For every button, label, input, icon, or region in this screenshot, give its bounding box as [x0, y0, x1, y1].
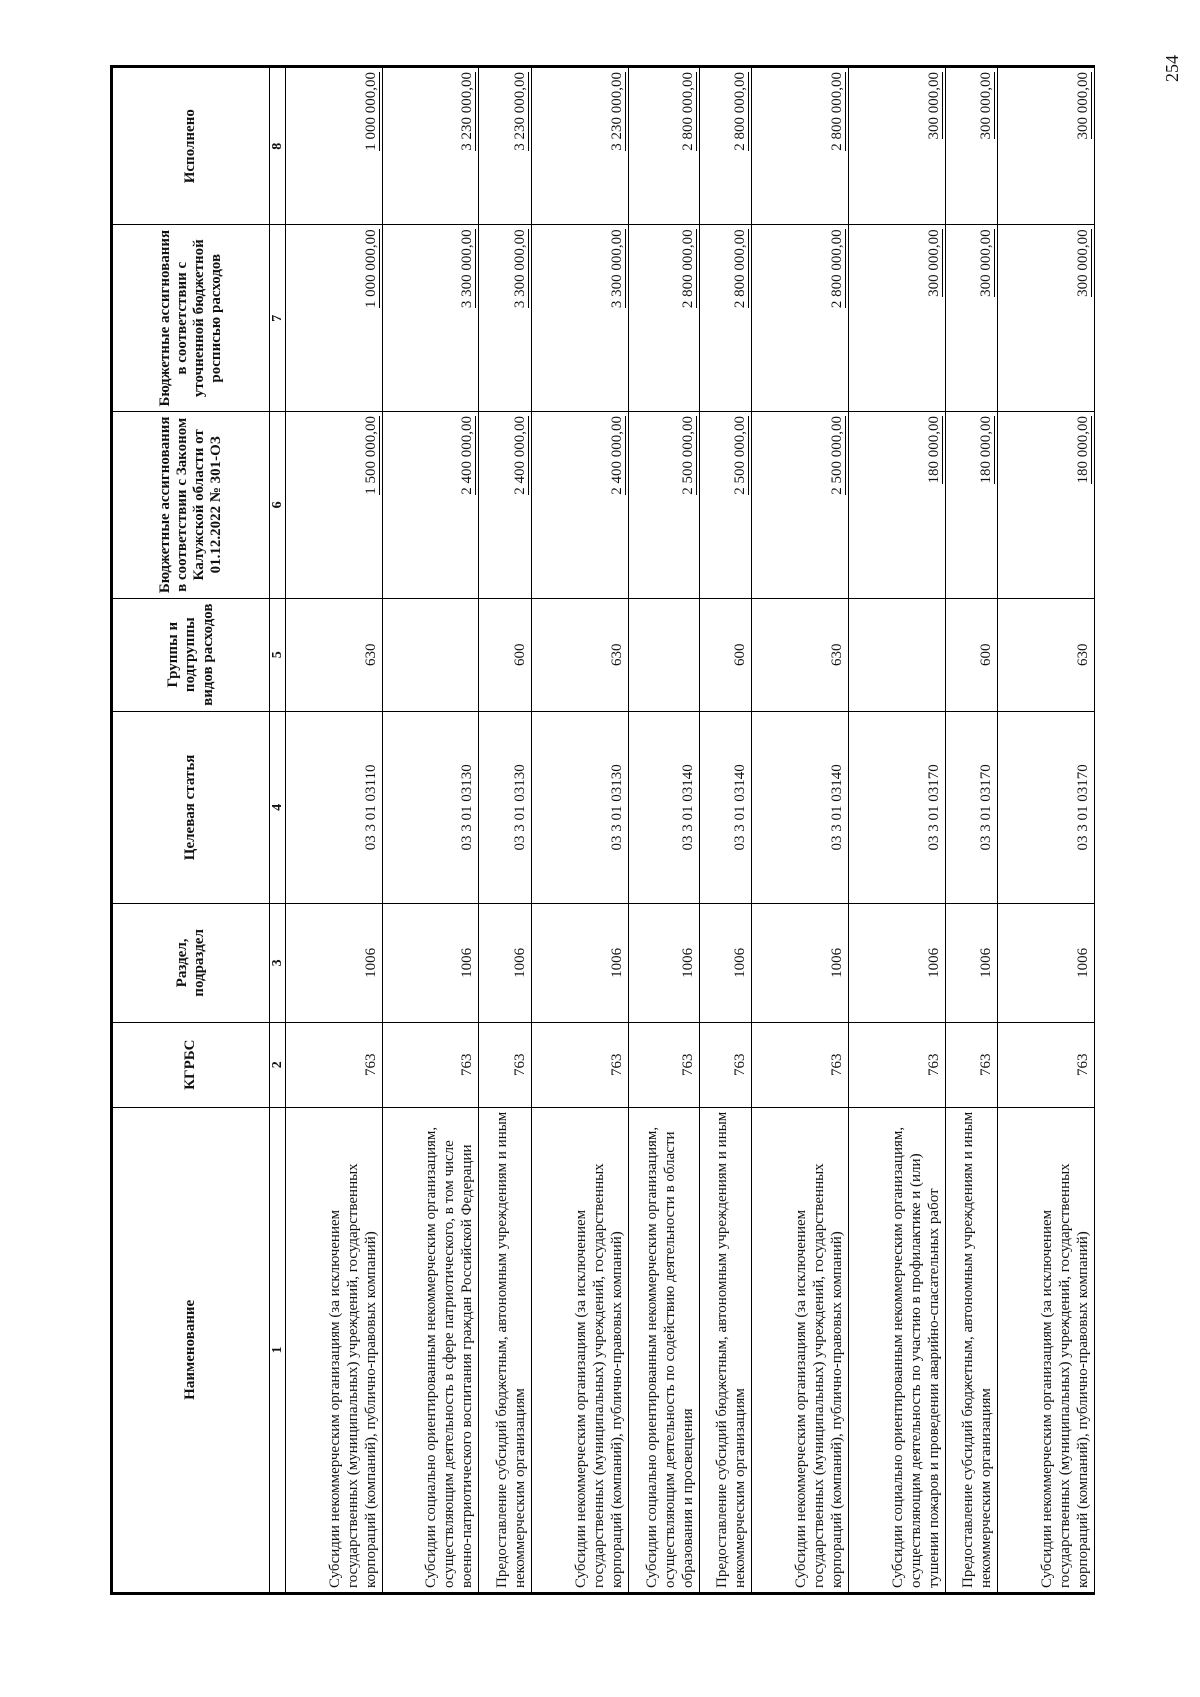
row-name: Предоставление субсидий бюджетным, автономным учреждениям и иным некоммерческим организациям — [479, 1107, 532, 1593]
table-row — [699, 67, 752, 1594]
rotated-page — [110, 65, 1095, 1595]
row-target: 03 3 01 03170 — [849, 711, 946, 903]
row-refined-amount: 2 800 000,00 — [699, 225, 752, 412]
row-name: Субсидии некоммерческим организациям (за исключением государственных (муниципальных) учреждений, государственных корпораций (компаний), публично-правовых компаний) — [286, 1107, 383, 1593]
row-name: Предоставление субсидий бюджетным, автономным учреждениям и иным некоммерческим организациям — [699, 1107, 752, 1593]
row-group — [382, 598, 479, 711]
row-target: 03 3 01 03130 — [382, 711, 479, 903]
row-section: 1006 — [382, 904, 479, 1023]
row-group: 630 — [752, 598, 849, 711]
row-name: Субсидии некоммерческим организациям (за исключением государственных (муниципальных) учреждений, государственных корпораций (компаний), публично-правовых компаний) — [998, 1107, 1095, 1593]
row-executed-amount: 3 230 000,00 — [479, 67, 532, 225]
row-kgrbs: 763 — [286, 1022, 383, 1107]
row-refined-amount: 300 000,00 — [849, 225, 946, 412]
row-section: 1006 — [286, 904, 383, 1023]
row-target: 03 3 01 03140 — [628, 711, 699, 903]
column-number-row — [270, 67, 286, 1594]
row-target: 03 3 01 03170 — [945, 711, 998, 903]
table-row — [286, 67, 383, 1594]
row-kgrbs: 763 — [382, 1022, 479, 1107]
table-row — [531, 67, 628, 1594]
row-name: Субсидии социально ориентированным некоммерческим организациям, осуществляющим деятельность по участию в профилактике и (или) тушении пожаров и проведении аварийно-спасательных работ — [849, 1107, 946, 1593]
row-refined-amount: 3 300 000,00 — [479, 225, 532, 412]
row-group: 630 — [531, 598, 628, 711]
row-executed-amount: 1 000 000,00 — [286, 67, 383, 225]
table-row — [849, 67, 946, 1594]
row-section: 1006 — [998, 904, 1095, 1023]
row-executed-amount: 300 000,00 — [849, 67, 946, 225]
row-refined-amount: 3 300 000,00 — [382, 225, 479, 412]
row-law-amount: 180 000,00 — [849, 412, 946, 599]
row-name: Субсидии некоммерческим организациям (за исключением государственных (муниципальных) учреждений, государственных корпораций (компаний), публично-правовых компаний) — [531, 1107, 628, 1593]
row-refined-amount: 2 800 000,00 — [628, 225, 699, 412]
row-executed-amount: 3 230 000,00 — [382, 67, 479, 225]
header-law: Бюджетные ассигнования в соответствии с Законом Калужской области от 01.12.2022 № 301-ОЗ — [112, 412, 270, 599]
row-name: Предоставление субсидий бюджетным, автономным учреждениям и иным некоммерческим организациям — [945, 1107, 998, 1593]
row-executed-amount: 3 230 000,00 — [531, 67, 628, 225]
row-refined-amount: 2 800 000,00 — [752, 225, 849, 412]
row-target: 03 3 01 03140 — [699, 711, 752, 903]
column-number: 7 — [270, 225, 286, 412]
row-executed-amount: 2 800 000,00 — [628, 67, 699, 225]
header-target: Целевая статья — [112, 711, 270, 903]
row-target: 03 3 01 03170 — [998, 711, 1095, 903]
row-kgrbs: 763 — [945, 1022, 998, 1107]
row-kgrbs: 763 — [479, 1022, 532, 1107]
row-section: 1006 — [945, 904, 998, 1023]
header-refined: Бюджетные ассигнования в соответствии с уточненной бюджетной росписью расходов — [112, 225, 270, 412]
row-section: 1006 — [479, 904, 532, 1023]
row-name: Субсидии некоммерческим организациям (за исключением государственных (муниципальных) учреждений, государственных корпораций (компаний), публично-правовых компаний) — [752, 1107, 849, 1593]
table-row — [752, 67, 849, 1594]
row-executed-amount: 300 000,00 — [998, 67, 1095, 225]
row-target: 03 3 01 03130 — [479, 711, 532, 903]
column-number: 8 — [270, 67, 286, 225]
row-target: 03 3 01 03130 — [531, 711, 628, 903]
column-number: 2 — [270, 1022, 286, 1107]
row-section: 1006 — [531, 904, 628, 1023]
column-number: 5 — [270, 598, 286, 711]
row-refined-amount: 300 000,00 — [945, 225, 998, 412]
row-section: 1006 — [849, 904, 946, 1023]
column-number: 4 — [270, 711, 286, 903]
row-law-amount: 2 500 000,00 — [752, 412, 849, 599]
row-group — [849, 598, 946, 711]
row-group: 600 — [699, 598, 752, 711]
column-number: 1 — [270, 1107, 286, 1593]
row-group: 630 — [998, 598, 1095, 711]
row-executed-amount: 300 000,00 — [945, 67, 998, 225]
header-executed: Исполнено — [112, 67, 270, 225]
row-kgrbs: 763 — [752, 1022, 849, 1107]
row-kgrbs: 763 — [628, 1022, 699, 1107]
row-refined-amount: 300 000,00 — [998, 225, 1095, 412]
row-law-amount: 180 000,00 — [998, 412, 1095, 599]
column-number: 3 — [270, 904, 286, 1023]
column-number: 6 — [270, 412, 286, 599]
row-name: Субсидии социально ориентированным некоммерческим организациям, осуществляющим деятельность в сфере патриотического, в том числе военно-патриотического воспитания граждан Российской Федерации — [382, 1107, 479, 1593]
row-group: 630 — [286, 598, 383, 711]
header-group: Группы и подгруппы видов расходов — [112, 598, 270, 711]
row-kgrbs: 763 — [998, 1022, 1095, 1107]
header-section: Раздел, подраздел — [112, 904, 270, 1023]
row-section: 1006 — [628, 904, 699, 1023]
row-refined-amount: 3 300 000,00 — [531, 225, 628, 412]
row-law-amount: 2 400 000,00 — [382, 412, 479, 599]
row-executed-amount: 2 800 000,00 — [699, 67, 752, 225]
row-group: 600 — [945, 598, 998, 711]
table-row — [945, 67, 998, 1594]
row-target: 03 3 01 03110 — [286, 711, 383, 903]
row-law-amount: 2 500 000,00 — [699, 412, 752, 599]
table-row — [998, 67, 1095, 1594]
row-name: Субсидии социально ориентированным некоммерческим организациям, осуществляющим деятельность по содействию деятельности в области образования и просвещения — [628, 1107, 699, 1593]
header-name: Наименование — [112, 1107, 270, 1593]
header-kgrbs: КГРБС — [112, 1022, 270, 1107]
row-law-amount: 1 500 000,00 — [286, 412, 383, 599]
row-law-amount: 180 000,00 — [945, 412, 998, 599]
table-row — [479, 67, 532, 1594]
row-law-amount: 2 400 000,00 — [531, 412, 628, 599]
row-kgrbs: 763 — [849, 1022, 946, 1107]
row-section: 1006 — [752, 904, 849, 1023]
budget-table — [110, 65, 1095, 1595]
page-number: 254 — [1162, 55, 1182, 82]
row-target: 03 3 01 03140 — [752, 711, 849, 903]
row-law-amount: 2 500 000,00 — [628, 412, 699, 599]
row-kgrbs: 763 — [531, 1022, 628, 1107]
row-law-amount: 2 400 000,00 — [479, 412, 532, 599]
row-group — [628, 598, 699, 711]
header-row — [112, 67, 270, 1594]
table-row — [628, 67, 699, 1594]
row-refined-amount: 1 000 000,00 — [286, 225, 383, 412]
table-row — [382, 67, 479, 1594]
row-section: 1006 — [699, 904, 752, 1023]
row-group: 600 — [479, 598, 532, 711]
row-kgrbs: 763 — [699, 1022, 752, 1107]
row-executed-amount: 2 800 000,00 — [752, 67, 849, 225]
